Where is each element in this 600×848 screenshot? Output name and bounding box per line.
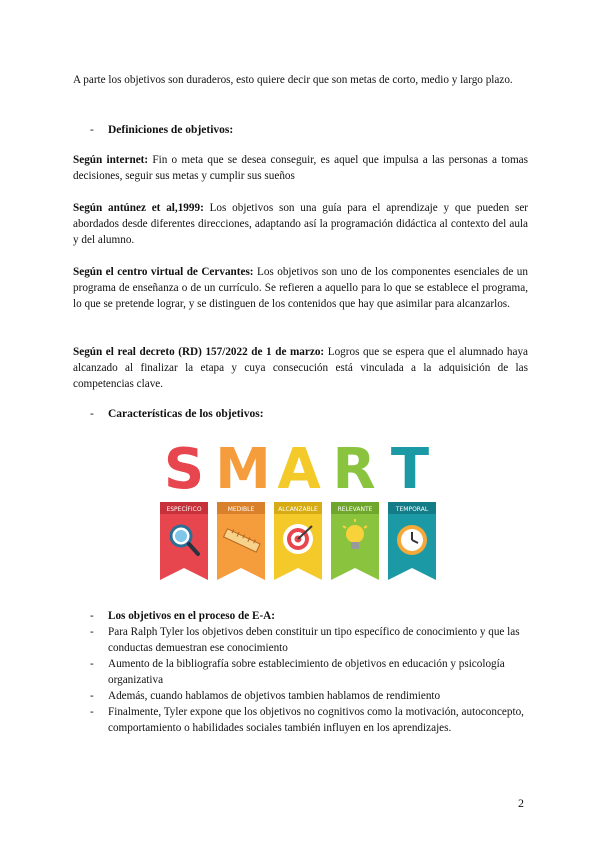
intro-paragraph: A parte los objetivos son duraderos, esto quiere decir que son metas de corto, medio y largo plazo. <box>73 74 513 86</box>
list-item-text: Para Ralph Tyler los objetivos deben constituir un tipo específico de conocimiento y que las conductas demuestran ese conocimiento <box>108 626 520 654</box>
smart-infographic <box>158 444 438 584</box>
banner-relevante <box>331 502 379 580</box>
heading-dash: - <box>90 408 94 420</box>
section-heading-definitions <box>90 122 233 138</box>
definition-label: Según antúnez et al,1999: <box>73 202 204 214</box>
definition-antunez <box>73 200 528 248</box>
list-item <box>90 624 530 656</box>
banner-label: MEDIBLE <box>227 506 255 513</box>
banner-label: TEMPORAL <box>395 506 429 513</box>
definition-text: Los objetivos son uno de los componentes esenciales de un programa de enseñanza o de un currículo. Se refieren a aquello para lo que se establece el programa, lo que se pretende lograr, y se distinguen de los contenidos que hay que asimilar para alcanzarlos. <box>73 266 528 310</box>
smart-letter-m: M <box>215 444 271 502</box>
definition-text: Fin o meta que se desea conseguir, es aquel que impulsa a las personas a tomas decisiones, seguir sus metas y cumplir sus sueños <box>73 154 528 182</box>
page-number: 2 <box>518 796 524 810</box>
heading-text: Definiciones de objetivos: <box>108 124 234 136</box>
smart-letter-t: T <box>390 444 430 502</box>
banner-alcanzable <box>274 502 322 580</box>
banner-label: ESPECÍFICO <box>166 506 202 513</box>
list-item-text: Además, cuando hablamos de objetivos tambien hablamos de rendimiento <box>108 690 441 702</box>
heading-dash: - <box>90 124 94 136</box>
banner-especifico <box>160 502 208 580</box>
objectives-list <box>90 608 530 736</box>
list-item <box>90 688 530 704</box>
clock-icon <box>397 525 427 555</box>
banner-label: ALCANZABLE <box>278 506 318 513</box>
list-dash: - <box>90 626 94 638</box>
definition-real-decreto <box>73 344 528 392</box>
definition-text: Los objetivos son una guía para el aprendizaje y que pueden ser abordados desde diferentes direcciones, adaptando así la programación didáctica al contexto del aula y del alumno. <box>73 202 529 246</box>
section-heading-caracteristicas <box>90 406 264 422</box>
smart-letter-a: A <box>277 444 321 502</box>
smart-letter-s: S <box>163 444 205 502</box>
list-dash: - <box>90 610 94 622</box>
definition-label: Según el centro virtual de Cervantes: <box>73 266 254 278</box>
target-icon <box>283 524 313 554</box>
definition-cervantes <box>73 264 528 312</box>
list-item <box>90 656 530 688</box>
list-dash: - <box>90 690 94 702</box>
banner-temporal <box>388 502 436 580</box>
smart-letter-r: R <box>332 444 376 502</box>
heading-text: Características de los objetivos: <box>108 408 264 420</box>
definition-internet <box>73 152 528 184</box>
list-item <box>90 608 530 624</box>
list-dash: - <box>90 706 94 718</box>
list-item-text: Aumento de la bibliografía sobre establecimiento de objetivos en educación y psicología organizativa <box>108 658 505 686</box>
banner-medible <box>217 502 265 580</box>
banner-label: RELEVANTE <box>337 506 373 513</box>
list-dash: - <box>90 658 94 670</box>
list-item-text: Los objetivos en el proceso de E-A: <box>108 610 275 622</box>
definition-text: Logros que se espera que el alumnado haya alcanzado al finalizar la etapa y cuya consecución está vinculada a la adquisición de las competencias clave. <box>73 346 529 390</box>
list-item-text: Finalmente, Tyler expone que los objetivos no cognitivos como la motivación, autoconcepto, comportamiento o habilidades sociales también influyen en los aprendizajes. <box>108 706 524 734</box>
definition-label: Según el real decreto (RD) 157/2022 de 1 de marzo: <box>73 346 325 358</box>
definition-label: Según internet: <box>73 154 149 166</box>
list-item <box>90 704 530 736</box>
